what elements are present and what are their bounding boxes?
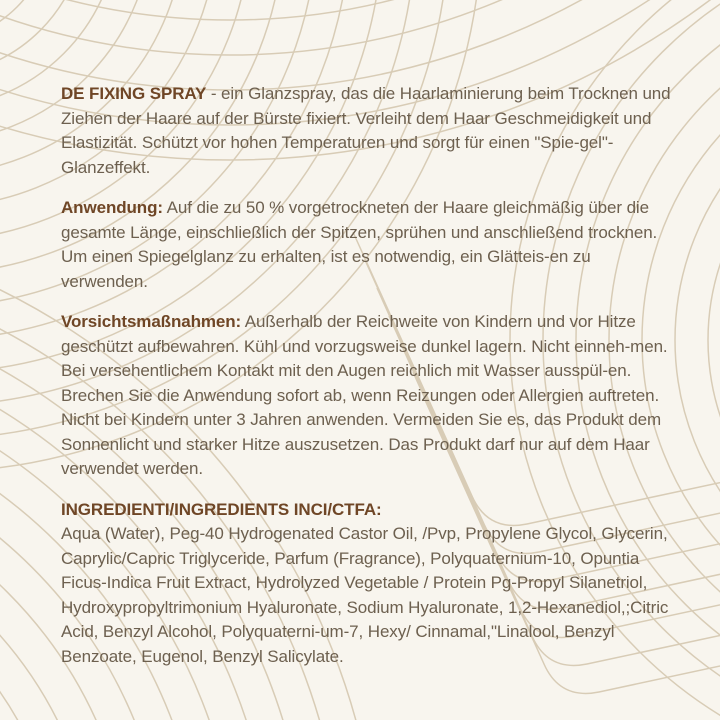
label-text-content — [61, 82, 677, 685]
anwendung-text: Auf die zu 50 % vorgetrockneten der Haare gleichmäßig über die gesamte Länge, einschließlich der Spitzen, sprühen und anschließend trocknen. Um einen Spiegelglanz zu erhalten, ist es notwendig, ein Glätteis-en zu verwenden. — [61, 198, 658, 291]
vorsichtsmassnahmen-paragraph — [61, 310, 677, 482]
ingredients-section — [61, 498, 677, 670]
intro-text: - ein Glanzspray, das die Haarlaminierung beim Trocknen und Ziehen der Haare auf der Bürste fixiert. Verleiht dem Haar Geschmeidigkeit und Elastizität. Schützt vor hohen Temperaturen und sorgt für einen "Spie-gel"-Glanzeffekt. — [61, 84, 671, 177]
product-name: DE FIXING SPRAY — [61, 84, 207, 103]
intro-paragraph — [61, 82, 677, 180]
vorsichtsmassnahmen-label: Vorsichtsmaßnahmen: — [61, 312, 242, 331]
anwendung-label: Anwendung: — [61, 198, 163, 217]
anwendung-paragraph — [61, 196, 677, 294]
vorsichtsmassnahmen-text: Außerhalb der Reichweite von Kindern und vor Hitze geschützt aufbewahren. Kühl und vorzugsweise dunkel lagern. Nicht einneh-men. Bei versehentlichem Kontakt mit den Augen reichlich mit Wasser ausspül-en. Brechen Sie die Anwendung sofort ab, wenn Reizungen oder Allergien auftreten. Nicht bei Kindern unter 3 Jahren anwenden. Vermeiden Sie es, das Produkt dem Sonnenlicht und starker Hitze auszusetzen. Das Produkt darf nur auf dem Haar verwendet werden. — [61, 312, 668, 478]
ingredients-list: Aqua (Water), Peg-40 Hydrogenated Castor Oil, /Pvp, Propylene Glycol, Glycerin, Caprylic/Capric Triglyceride, Parfum (Fragrance), Polyquaternium-10, Opuntia Ficus-Indica Fruit Extract, Hydrolyzed Vegetable / Protein Pg-Propyl Silanetriol, Hydroxypropyltrimonium Hyaluronate, Sodium Hyaluronate, 1,2-Hexanediol,;Citric Acid, Benzyl Alcohol, Polyquaterni-um-7, Hexy/ Cinnamal,"Linalool, Benzyl Benzoate, Eugenol, Benzyl Salicylate. — [61, 524, 669, 666]
ingredients-heading: INGREDIENTI/INGREDIENTS INCI/CTFA: — [61, 499, 382, 519]
